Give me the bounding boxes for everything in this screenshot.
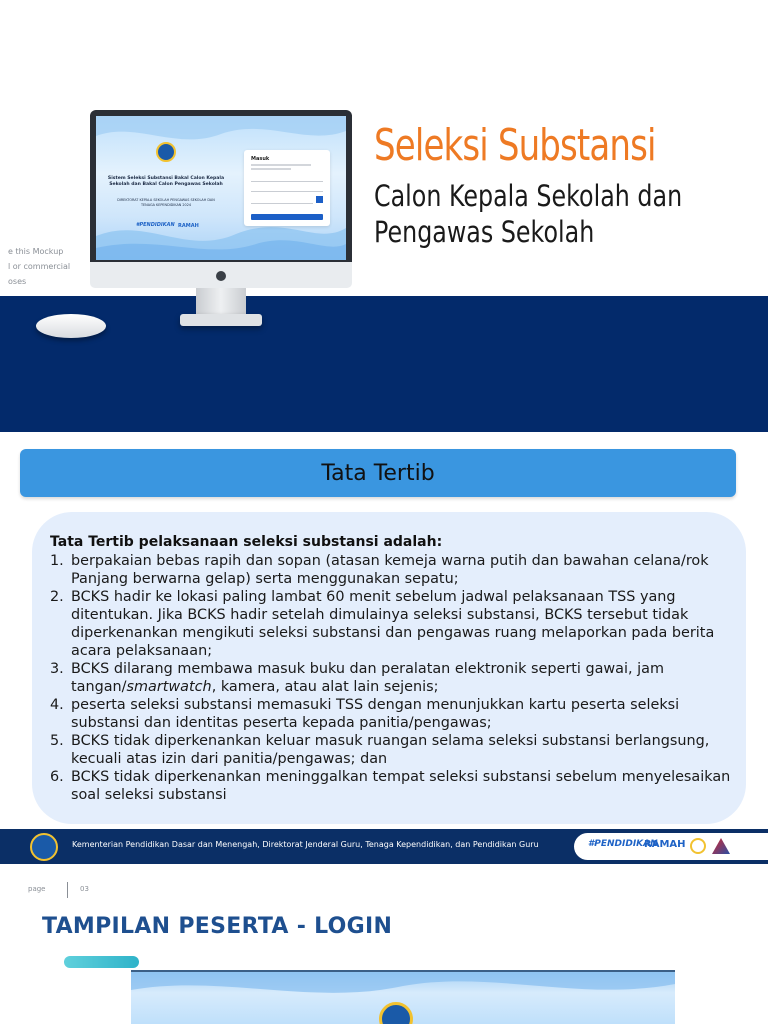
hero-subtitle: Calon Kepala Sekolah dan Pengawas Sekolah bbox=[374, 179, 683, 249]
screen-system-subtitle: DIREKTORAT KEPALA SEKOLAH PENGAWAS SEKOLAH DAN TENAGA KEPENDIDIKAN 2024 bbox=[117, 198, 215, 207]
screen-login-refresh-icon bbox=[316, 196, 323, 203]
rules-list bbox=[50, 552, 740, 804]
screen-login-captcha-field bbox=[251, 198, 313, 204]
footer-ministry-text: Kementerian Pendidikan Dasar dan Menengah, Direktorat Jenderal Guru, Tenaga Kependidikan, dan Pendidikan Guru bbox=[72, 840, 539, 849]
rule-item: 4. peserta seleksi substansi memasuki TSS dengan menunjukkan kartu peserta seleksi substansi dan identitas peserta kepada panitia/pengawas; bbox=[50, 697, 680, 731]
screen-login-username-field bbox=[251, 176, 323, 182]
event-logo-icon bbox=[712, 838, 730, 854]
page-number: 03 bbox=[80, 885, 89, 893]
rule-item: 1. berpakaian bebas rapih dan sopan (atasan kemeja warna putih dan bawahan celana/rok Panjang berwarna gelap) serta menggunakan sepatu; bbox=[50, 553, 709, 587]
tata-tertib-slide bbox=[0, 432, 768, 864]
page-divider bbox=[67, 882, 68, 898]
screen-system-title: Sistem Seleksi Substansi Bakal Calon Kepala Sekolah dan Bakal Calon Pengawas Sekolah bbox=[107, 176, 225, 187]
screen-login-title: Masuk bbox=[251, 156, 270, 162]
rule-item: 5. BCKS tidak diperkenankan keluar masuk ruangan selama seleksi substansi berlangsung, kecuali atas izin dari panitia/pengawas; dan bbox=[50, 733, 710, 767]
login-view-slide bbox=[0, 864, 768, 1024]
emblem-icon bbox=[690, 838, 706, 854]
screen-login-card bbox=[244, 150, 330, 226]
screen-brand-pendidikan: #PENDIDIKAN bbox=[136, 222, 175, 228]
page-label: page bbox=[28, 885, 46, 893]
hero-slide bbox=[0, 0, 768, 432]
monitor-stand-base bbox=[180, 314, 262, 326]
mockup-watermark: e this Mockup l or commercial oses bbox=[8, 247, 71, 286]
hero-title: Seleksi Substansi bbox=[374, 120, 656, 171]
rule-item: 3. BCKS dilarang membawa masuk buku dan peralatan elektronik seperti gawai, jam tangan/smartwatch, kamera, atau alat lain sejenis; bbox=[50, 661, 664, 695]
tut-wuri-logo-icon bbox=[156, 142, 176, 162]
section-header bbox=[20, 449, 736, 497]
monitor-bezel bbox=[90, 110, 352, 262]
screen-login-button bbox=[251, 214, 323, 220]
tut-wuri-logo-icon bbox=[30, 833, 58, 861]
monitor-chin bbox=[90, 262, 352, 288]
hero-navy-band bbox=[0, 296, 768, 432]
monitor-mockup bbox=[90, 110, 352, 288]
rules-box bbox=[32, 512, 746, 824]
rules-lead: Tata Tertib pelaksanaan seleksi substansi adalah: bbox=[50, 534, 443, 550]
brand-ramah: RAMAH bbox=[644, 839, 686, 850]
brand-pendidikan: #PENDIDIKAN bbox=[588, 839, 658, 849]
slide-footer bbox=[0, 829, 768, 864]
rule-item: 6. BCKS tidak diperkenankan meninggalkan tempat seleksi substansi sebelum menyelesaikan soal seleksi substansi bbox=[50, 769, 731, 803]
section-header-title: Tata Tertib bbox=[321, 460, 435, 486]
login-screenshot bbox=[131, 970, 675, 1024]
monitor-logo-icon bbox=[216, 271, 226, 281]
title-accent-bar bbox=[64, 956, 139, 968]
rule-item: 2. BCKS hadir ke lokasi paling lambat 60 menit sebelum jadwal pelaksanaan TSS yang ditentukan. Jika BCKS hadir setelah dimulainya seleksi substansi, BCKS tersebut tidak diperkenankan mengikuti seleksi substansi dan pengawas ruang melaporkan pada berita acara pelaksanaan; bbox=[50, 589, 715, 659]
slide-title: TAMPILAN PESERTA - LOGIN bbox=[42, 914, 393, 939]
footer-brand-badge bbox=[574, 833, 768, 860]
mouse-icon bbox=[36, 314, 106, 338]
monitor-screen bbox=[96, 116, 346, 260]
screen-brand-ramah: RAMAH bbox=[178, 223, 199, 229]
